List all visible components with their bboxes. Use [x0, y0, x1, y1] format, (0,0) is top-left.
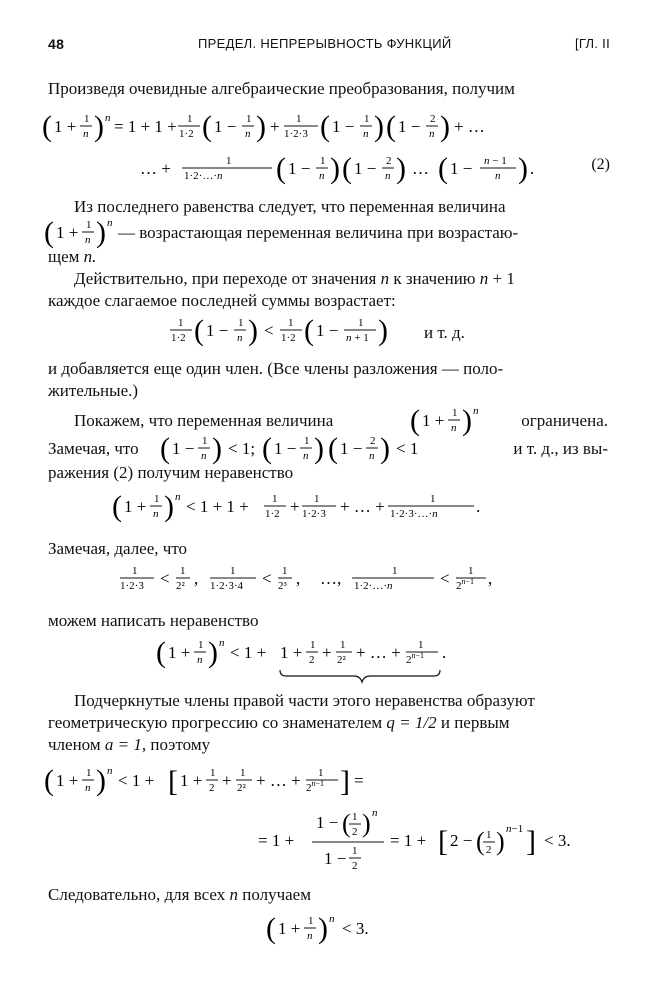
- svg-text:(: (: [438, 152, 448, 185]
- text-fragment: геометрическую прогрессию со знаменателем: [48, 713, 383, 732]
- svg-text:): ): [248, 314, 258, 347]
- svg-text:): ): [330, 152, 340, 185]
- svg-text:n: n: [219, 637, 225, 649]
- svg-text:1: 1: [364, 113, 370, 125]
- svg-text:+ …: + …: [454, 117, 485, 136]
- paragraph-intro: Произведя очевидные алгебраические преобразования, получим: [48, 79, 515, 98]
- paragraph-indeed-line2: каждое слагаемое последней суммы возрастает:: [48, 291, 396, 310]
- svg-text:n: n: [107, 217, 113, 229]
- svg-text:1·2: 1·2: [171, 332, 186, 344]
- svg-text:1 −: 1 −: [316, 813, 339, 832]
- variable-n: n.: [83, 247, 97, 266]
- text-etc: и т. д.: [424, 323, 465, 342]
- svg-text:(: (: [194, 314, 204, 347]
- svg-text:(: (: [160, 432, 170, 465]
- svg-text:+ … +: + … +: [340, 497, 385, 516]
- svg-text:n: n: [385, 170, 391, 182]
- svg-text:): ): [256, 110, 266, 143]
- svg-text:1 +: 1 +: [168, 643, 191, 662]
- svg-text:1 +: 1 +: [56, 771, 79, 790]
- svg-text:1: 1: [314, 493, 320, 505]
- svg-text:1·2: 1·2: [281, 332, 296, 344]
- svg-text:(: (: [112, 490, 122, 523]
- svg-text:.: .: [476, 497, 481, 516]
- svg-text:(: (: [320, 110, 330, 143]
- svg-text:2: 2: [486, 844, 492, 856]
- svg-text:): ): [318, 912, 328, 945]
- paragraph-bounded-line1: Покажем, что переменная величина: [74, 411, 334, 430]
- text-fragment: к значению: [393, 269, 476, 288]
- svg-text:1 +: 1 +: [56, 223, 79, 242]
- svg-text:n: n: [303, 450, 309, 462]
- svg-text:1: 1: [430, 493, 436, 505]
- formula-binomial-expansion: [40, 104, 610, 196]
- svg-text:< 3.: < 3.: [544, 831, 571, 850]
- svg-text:2³: 2³: [278, 580, 287, 592]
- svg-text:(: (: [276, 152, 286, 185]
- formula-inequality-1: [112, 484, 552, 530]
- svg-text:1: 1: [230, 565, 236, 577]
- svg-text:2²: 2²: [176, 580, 185, 592]
- svg-text:2: 2: [386, 155, 392, 167]
- svg-text:): ): [440, 110, 450, 143]
- svg-text:1 +: 1 +: [124, 497, 147, 516]
- svg-text:…: …: [412, 159, 429, 178]
- svg-text:1: 1: [340, 639, 346, 651]
- svg-text:1: 1: [304, 435, 310, 447]
- svg-text:1 −: 1 −: [214, 117, 237, 136]
- svg-text:): ): [496, 827, 505, 856]
- svg-text:1 −: 1 −: [172, 439, 195, 458]
- svg-text:[: [: [168, 765, 178, 798]
- svg-text:[: [: [438, 825, 448, 858]
- svg-text:1: 1: [86, 767, 92, 779]
- text-fragment: щем: [48, 247, 80, 266]
- svg-text:.: .: [530, 159, 535, 178]
- svg-text:+: +: [290, 497, 300, 516]
- text-fragment: Следовательно, для всех: [48, 885, 226, 904]
- svg-text:1: 1: [178, 317, 184, 329]
- svg-text:n: n: [237, 332, 243, 344]
- svg-text:): ): [362, 809, 371, 838]
- svg-text:1: 1: [486, 829, 492, 841]
- svg-text:1 −: 1 −: [206, 321, 229, 340]
- svg-text:n: n: [451, 422, 457, 434]
- svg-text:n: n: [369, 450, 375, 462]
- svg-text:1: 1: [154, 493, 160, 505]
- paragraph-increasing-line2: — возрастающая переменная величина при возрастаю-: [118, 223, 519, 242]
- svg-text:2: 2: [352, 860, 358, 872]
- svg-text:<: <: [262, 569, 272, 588]
- svg-text:1 −: 1 −: [274, 439, 297, 458]
- svg-text:1·2·3: 1·2·3: [120, 580, 144, 592]
- first-term-a: a = 1,: [104, 735, 147, 754]
- equation-number: (2): [591, 156, 610, 173]
- svg-text:): ): [380, 432, 390, 465]
- svg-text:n: n: [329, 913, 335, 925]
- svg-text:2²: 2²: [237, 782, 246, 794]
- svg-text:+ … +: + … +: [356, 643, 401, 662]
- svg-text:1: 1: [272, 493, 278, 505]
- svg-text:1: 1: [180, 565, 186, 577]
- svg-text:2: 2: [352, 826, 358, 838]
- svg-text:1: 1: [86, 219, 92, 231]
- svg-text:…,: …,: [320, 569, 342, 588]
- svg-text:,: ,: [194, 569, 199, 588]
- svg-text:1: 1: [187, 113, 193, 125]
- svg-text:1·2·3·4: 1·2·3·4: [210, 580, 243, 592]
- svg-text:1: 1: [296, 113, 302, 125]
- svg-text:1 +: 1 +: [280, 643, 303, 662]
- svg-text:): ): [378, 314, 388, 347]
- svg-text:(: (: [304, 314, 314, 347]
- svg-text:n−1: n−1: [506, 823, 524, 835]
- svg-text:1: 1: [210, 767, 216, 779]
- variable-n: n: [380, 269, 390, 288]
- svg-text:(: (: [386, 110, 396, 143]
- svg-text:): ): [96, 764, 106, 797]
- chapter-label: [ГЛ. II: [575, 36, 610, 51]
- svg-text:1: 1: [318, 767, 324, 779]
- svg-text:1·2: 1·2: [179, 128, 194, 140]
- svg-text:): ): [396, 152, 406, 185]
- svg-text:n − 1: n − 1: [484, 155, 507, 167]
- svg-text:]: ]: [526, 825, 536, 858]
- svg-text:< 3.: < 3.: [342, 919, 369, 938]
- svg-text:1: 1: [238, 317, 244, 329]
- svg-text:< 1;: < 1;: [228, 439, 256, 458]
- svg-text:1 −: 1 −: [288, 159, 311, 178]
- svg-text:1·2: 1·2: [265, 508, 280, 520]
- svg-text:1: 1: [352, 845, 358, 857]
- svg-text:1 +: 1 +: [278, 919, 301, 938]
- svg-text:(: (: [262, 432, 272, 465]
- paragraph-further: Замечая, далее, что: [48, 539, 188, 558]
- svg-text:1: 1: [358, 317, 364, 329]
- svg-text:): ): [94, 110, 104, 143]
- svg-text:(: (: [44, 216, 54, 249]
- svg-text:1 +: 1 +: [180, 771, 203, 790]
- svg-text:… +: … +: [140, 159, 171, 178]
- svg-text:n: n: [372, 807, 378, 819]
- svg-text:1: 1: [308, 915, 314, 927]
- svg-text:n: n: [473, 405, 479, 417]
- text-etc-from: и т. д., из вы-: [513, 439, 608, 458]
- paragraph-bounded-line3: ражения (2) получим неравенство: [48, 463, 294, 482]
- svg-text:1·2·…·n: 1·2·…·n: [184, 170, 223, 182]
- paragraph-can-write: можем написать неравенство: [48, 611, 259, 630]
- paragraph-added-line2: жительные.): [48, 381, 139, 400]
- svg-text:1: 1: [320, 155, 326, 167]
- svg-text:1 −: 1 −: [316, 321, 339, 340]
- svg-text:1 −: 1 −: [324, 849, 347, 868]
- svg-text:+: +: [222, 771, 232, 790]
- text-bounded: ограничена.: [521, 411, 608, 430]
- svg-text:1: 1: [282, 565, 288, 577]
- paragraph-underlined-line2: [48, 712, 608, 734]
- svg-text:): ): [212, 432, 222, 465]
- svg-text:1·2·3·…·n: 1·2·3·…·n: [390, 508, 438, 520]
- paragraph-conclusion: [48, 884, 608, 906]
- svg-text:< 1 + 1 +: < 1 + 1 +: [186, 497, 249, 516]
- svg-text:1: 1: [310, 639, 316, 651]
- svg-text:n: n: [85, 234, 91, 246]
- svg-text:n + 1: n + 1: [346, 332, 369, 344]
- svg-text:): ): [462, 404, 472, 437]
- svg-text:< 1: < 1: [396, 439, 419, 458]
- svg-text:1: 1: [198, 639, 204, 651]
- svg-text:< 1 +: < 1 +: [230, 643, 267, 662]
- text-noting-that: Замечая, что: [48, 439, 139, 458]
- text-fragment: и первым: [440, 713, 510, 732]
- svg-text:1: 1: [202, 435, 208, 447]
- svg-text:+ … +: + … +: [256, 771, 301, 790]
- svg-text:): ): [314, 432, 324, 465]
- svg-text:(: (: [410, 404, 420, 437]
- svg-text:(: (: [342, 152, 352, 185]
- svg-text:2: 2: [370, 435, 376, 447]
- svg-text:(: (: [328, 432, 338, 465]
- svg-text:): ): [96, 216, 106, 249]
- svg-text:n: n: [153, 508, 159, 520]
- svg-text:(: (: [42, 110, 52, 143]
- svg-text:1·2·…·n: 1·2·…·n: [354, 580, 393, 592]
- text-fragment: членом: [48, 735, 101, 754]
- svg-text:= 1 +: = 1 +: [258, 831, 295, 850]
- svg-text:<: <: [264, 321, 274, 340]
- svg-text:1 −: 1 −: [340, 439, 363, 458]
- formula-inequality-2: [156, 630, 536, 684]
- svg-text:< 1 +: < 1 +: [118, 771, 155, 790]
- svg-text:n: n: [197, 654, 203, 666]
- text-fragment: Действительно, при переходе от значения: [74, 269, 377, 288]
- svg-text:n: n: [363, 128, 369, 140]
- text-fragment: поэтому: [150, 735, 211, 754]
- svg-text:1 −: 1 −: [398, 117, 421, 136]
- svg-text:n: n: [107, 765, 113, 777]
- svg-text:+: +: [270, 117, 280, 136]
- text-fragment: получаем: [242, 885, 311, 904]
- paragraph-increasing-line3: [48, 246, 608, 268]
- svg-text:2: 2: [209, 782, 215, 794]
- svg-text:2: 2: [430, 113, 436, 125]
- svg-text:n: n: [319, 170, 325, 182]
- svg-text:): ): [374, 110, 384, 143]
- svg-text:1·2·3: 1·2·3: [284, 128, 308, 140]
- svg-text:]: ]: [340, 765, 350, 798]
- svg-text:1 −: 1 −: [450, 159, 473, 178]
- svg-text:2n−1: $2^{n-1}$: [406, 651, 425, 666]
- svg-text:1 −: 1 −: [332, 117, 355, 136]
- formula-geometric-sum: [44, 758, 614, 882]
- paragraph-underlined-line3: [48, 734, 608, 756]
- svg-text:(: (: [202, 110, 212, 143]
- svg-text:n: n: [85, 782, 91, 794]
- paragraph-added-line1: и добавляется еще один член. (Все члены разложения — поло-: [48, 359, 504, 378]
- svg-text:(: (: [342, 809, 351, 838]
- svg-text:n: n: [105, 112, 111, 124]
- svg-text:1: 1: [452, 407, 458, 419]
- svg-text:2n−1: $2^{n-1}$: [456, 577, 475, 592]
- svg-text:): ): [208, 636, 218, 669]
- svg-text:1: 1: [226, 155, 232, 167]
- paragraph-increasing-line1: Из последнего равенства следует, что переменная величина: [74, 197, 506, 216]
- svg-text:n: n: [245, 128, 251, 140]
- svg-text:1: 1: [132, 565, 138, 577]
- formula-term-increase: [166, 310, 466, 354]
- svg-text:n: n: [495, 170, 501, 182]
- page-number: 48: [48, 36, 65, 52]
- svg-text:=: =: [354, 771, 364, 790]
- svg-text:<: <: [160, 569, 170, 588]
- svg-text:1: 1: [288, 317, 294, 329]
- svg-text:1: 1: [468, 565, 474, 577]
- svg-text:): ): [518, 152, 528, 185]
- svg-text:1 +: 1 +: [422, 411, 445, 430]
- svg-text:1 +: 1 +: [54, 117, 77, 136]
- svg-text:1 −: 1 −: [354, 159, 377, 178]
- svg-text:2: 2: [309, 654, 315, 666]
- running-header: [48, 36, 610, 58]
- expression-n-plus-1: n: [479, 269, 489, 288]
- svg-text:1: 1: [352, 811, 358, 823]
- svg-text:,: ,: [296, 569, 301, 588]
- svg-text:(: (: [156, 636, 166, 669]
- svg-text:1: 1: [240, 767, 246, 779]
- svg-text:1: 1: [418, 639, 424, 651]
- svg-text:n: n: [307, 930, 313, 942]
- svg-text:= 1 + 1 +: = 1 + 1 +: [114, 117, 177, 136]
- svg-text:): ): [164, 490, 174, 523]
- svg-text:.: .: [442, 643, 447, 662]
- paragraph-indeed-line1: Действительно, при переходе от значения n к значению n + 1: [74, 269, 515, 288]
- svg-text:n: n: [83, 128, 89, 140]
- svg-text:2²: 2²: [337, 654, 346, 666]
- svg-text:(: (: [476, 827, 485, 856]
- svg-text:1: 1: [392, 565, 398, 577]
- svg-text:(: (: [266, 912, 276, 945]
- svg-text:1: 1: [84, 113, 90, 125]
- formula-comparisons: [116, 560, 556, 600]
- svg-text:2n−1: $2^{n-1}$: [306, 779, 325, 794]
- running-title: ПРЕДЕЛ. НЕПРЕРЫВНОСТЬ ФУНКЦИЙ: [198, 36, 452, 51]
- ratio-q: q = 1/2: [386, 713, 437, 732]
- svg-text:<: <: [440, 569, 450, 588]
- svg-text:n: n: [429, 128, 435, 140]
- formula-final-bound: [266, 906, 406, 952]
- paragraph-underlined-line1: Подчеркнутые члены правой части этого неравенства образуют: [74, 691, 535, 710]
- variable-n: n: [229, 885, 238, 904]
- svg-text:+: +: [322, 643, 332, 662]
- svg-text:1·2·3: 1·2·3: [302, 508, 326, 520]
- svg-text:n: n: [175, 491, 181, 503]
- svg-text:= 1 +: = 1 +: [390, 831, 427, 850]
- svg-text:(: (: [44, 764, 54, 797]
- svg-text:n: n: [201, 450, 207, 462]
- svg-text:,: ,: [488, 569, 493, 588]
- svg-text:2 −: 2 −: [450, 831, 473, 850]
- svg-text:1: 1: [246, 113, 252, 125]
